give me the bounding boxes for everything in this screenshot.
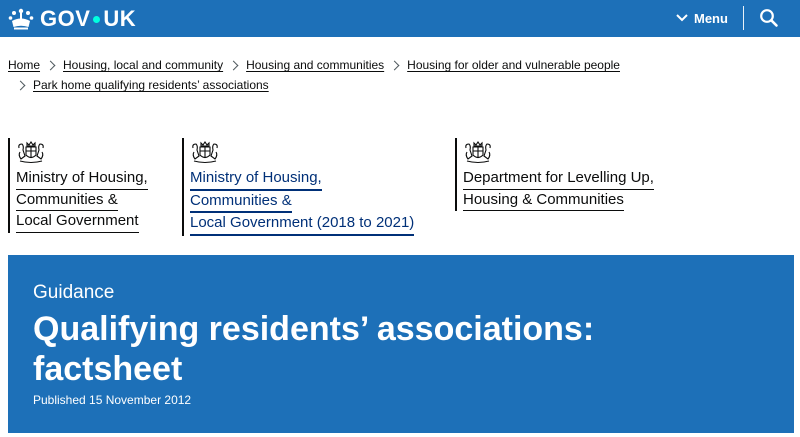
royal-coat-of-arms-icon [463,138,493,164]
breadcrumb-link-home[interactable]: Home [8,58,41,72]
menu-label: Menu [694,10,728,26]
search-icon[interactable] [759,8,779,28]
chevron-down-icon [676,14,688,22]
chevron-right-icon [390,60,400,70]
logo-text-gov: GOV [40,6,91,31]
govuk-logo-link[interactable] [8,5,136,33]
breadcrumb [8,55,788,95]
breadcrumb-link-older-vulnerable[interactable]: Housing for older and vulnerable people [407,58,620,72]
page-title-line: factsheet [33,350,183,388]
header-divider [743,6,744,30]
organisation-name-line: Communities & [190,191,292,214]
menu-button[interactable] [676,8,728,28]
organisation-name-line: Housing & Communities [463,190,624,212]
organisation-name [190,168,414,236]
breadcrumb-row [8,55,788,75]
page-title-line: Qualifying residents’ associations: [33,310,595,348]
organisation-name-line: Local Government [16,211,139,233]
royal-coat-of-arms-icon [16,138,46,164]
breadcrumb-row [8,75,788,95]
page-title [33,309,773,389]
breadcrumb-link-housing-local-community[interactable]: Housing, local and community [63,58,224,72]
royal-coat-of-arms-icon [190,138,220,164]
chevron-right-icon [16,80,26,90]
chevron-right-icon [229,60,239,70]
breadcrumb-link-housing-communities[interactable]: Housing and communities [246,58,385,72]
organisation-logo-dluhc[interactable] [455,138,654,211]
organisation-name-line: Department for Levelling Up, [463,168,654,190]
govuk-wordmark [40,6,136,32]
crown-icon [8,7,34,31]
title-banner [8,255,794,433]
logo-dot-icon [93,16,100,23]
organisation-name-line: Ministry of Housing, [190,168,322,191]
logo-text-uk: UK [103,6,137,31]
organisation-logo-mhclg-2018-2021[interactable] [182,138,414,236]
chevron-right-icon [46,60,56,70]
breadcrumb-link-park-home[interactable]: Park home qualifying residents’ associations [33,78,269,92]
organisation-name-line: Ministry of Housing, [16,168,148,190]
organisation-logo-mhclg[interactable] [8,138,148,233]
organisation-name [16,168,148,233]
document-type: Guidance [33,282,115,303]
organisation-name-line: Local Government (2018 to 2021) [190,213,414,236]
site-header [0,0,800,37]
organisation-name-line: Communities & [16,190,118,212]
organisation-name [463,168,654,211]
published-date: Published 15 November 2012 [33,393,192,407]
